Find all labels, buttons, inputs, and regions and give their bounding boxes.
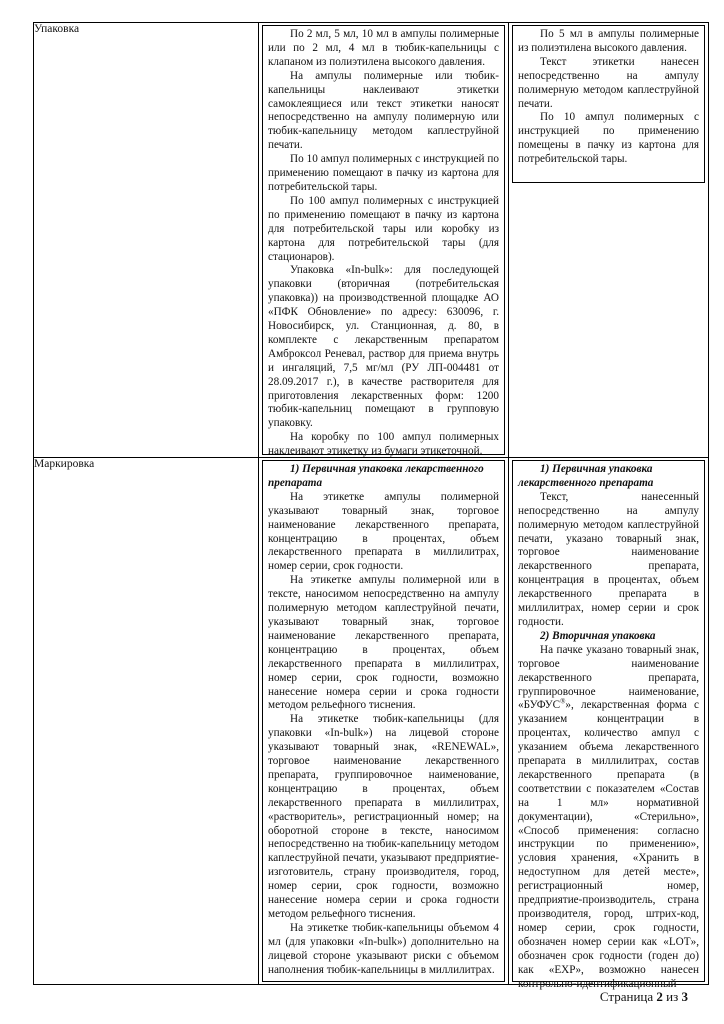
paragraph: Упаковка «In-bulk»: для последующей упаковки (вторичная (потребительская упаковка)) на производственной площадке АО «ПФК Обновление» по адресу: 630096, г. Новосибирск, ул. Станционная, д. 80, в комплекте с лекарственным препаратом Амброксол Реневал, раствор для приема внутрь и ингаляций, 7,5 мг/мл (РУ ЛП-004481 от 28.09.2017 г.), в качестве растворителя для приготовления лекарственных форм: 1200 тюбик-капельниц помещают в групповую упаковку. [268, 264, 499, 430]
text-fragment: », лекарственная форма с указанием концентрации в процентах, количество ампул с указанием объема лекарственного препарата в миллилитрах, состав лекарственного препарата (в соответствии с показателем «Состав на 1 мл» нормативной документации), «Стерильно», «Способ применения: согласно инструкции по применению», условия хранения, «Хранить в недоступном для детей месте», регистрационный номер, предприятие-производитель, страна производителя, город, штрих-код, номер серии, срок годности, обозначен номер серии как «LOT», обозначен срок годности (годен до) как «EXP», возможно нанесен контрольно-идентификационный [518, 699, 699, 990]
page-label: Страница [599, 989, 657, 1004]
packaging-actual-text [512, 25, 705, 183]
section-heading: 1) Первичная упаковка лекарственного препарата [268, 463, 484, 489]
paragraph: По 2 мл, 5 мл, 10 мл в ампулы полимерные или по 2 мл, 4 мл в тюбик-капельницы с клапаном из полиэтилена высокого давления. [268, 28, 499, 68]
packaging-registered-text [262, 25, 505, 458]
paragraph: На этикетке тюбик-капельницы объемом 4 мл (для упаковки «In-bulk») дополнительно на лицевой стороне указывают риски с объемом наполнения тюбик-капельницы в миллилитрах. [268, 921, 499, 976]
packaging-registered-cell [259, 23, 509, 458]
table-row-packaging [34, 23, 709, 458]
registered-mark: ® [560, 697, 566, 706]
paragraph: По 10 ампул полимерных с инструкцией по применению помещены в пачку из картона для потребительской тары. [518, 111, 699, 166]
document-table [33, 22, 709, 990]
paragraph: Текст этикетки нанесен непосредственно на ампулу полимерную методом каплеструйной печати. [518, 55, 699, 110]
marking-actual-cell [509, 458, 709, 990]
row-label-marking: Маркировка [34, 458, 259, 985]
table-row-marking [34, 458, 709, 985]
paragraph: По 5 мл в ампулы полимерные из полиэтилена высокого давления. [518, 28, 699, 54]
marking-registered-cell [259, 458, 509, 985]
page-footer [600, 989, 688, 1005]
page-separator: из [662, 989, 682, 1004]
page-total: 3 [681, 989, 688, 1004]
packaging-actual-cell [509, 23, 709, 458]
paragraph: Текст, нанесенный непосредственно на ампулу полимерную методом каплеструйной печати, указано товарный знак, торговое наименование лекарственного препарата, концентрация в процентах, объем лекарственного препарата в миллилитрах, номер серии и срок годности. [518, 490, 699, 628]
section-heading: 1) Первичная упаковка лекарственного препарата [518, 463, 654, 489]
paragraph: На коробку по 100 ампул полимерных наклеивают этикетку из бумаги этикеточной. [268, 431, 499, 458]
marking-registered-text [262, 460, 505, 982]
paragraph: По 100 ампул полимерных с инструкцией по применению помещают в пачку из картона для потребительской тары или коробку из картона для потребительской тары (для стационаров). [268, 194, 499, 263]
paragraph: По 10 ампул полимерных с инструкцией по применению помещают в пачку из картона для потребительской тары. [268, 153, 499, 193]
paragraph: На этикетке ампулы полимерной указывают товарный знак, торговое наименование лекарственного препарата, концентрацию в процентах, объем лекарственного препарата в миллилитрах, номер серии, срок годности. [268, 490, 499, 573]
paragraph: На этикетке ампулы полимерной или в тексте, наносимом непосредственно на ампулу полимерную методом каплеструйной печати, указывают товарный знак, торговое наименование лекарственного препарата, концентрацию в процентах, объем лекарственного препарата в миллилитрах, номер серии, срок годности, возможно нанесение номера серии и срока годности методом рельефного тиснения. [268, 574, 499, 712]
paragraph: На ампулы полимерные или тюбик-капельницы наклеивают этикетки самоклеящиеся или текст этикетки наносят непосредственно на ампулу полимерную или тюбик-капельницу методом каплеструйной печати. [268, 69, 499, 152]
paragraph: На этикетке тюбик-капельницы (для упаковки «In-bulk») на лицевой стороне указывают товарный знак, «RENEWAL», торговое наименование лекарственного препарата, группировочное наименование, концентрацию в процентах, объем лекарственного препарата в миллилитрах, «растворитель», регистрационный номер; на оборотной стороне в тексте, наносимом непосредственно на тюбик-капельницу методом каплеструйной печати, указывают предприятие-изготовитель, страну производителя, город, номер серии, срок годности, возможно нанесение номера серии и срока годности методом рельефного тиснения. [268, 713, 499, 920]
row-label-packaging: Упаковка [34, 23, 259, 458]
marking-actual-text [512, 460, 705, 990]
text-fragment: На пачке указано товарный знак, торговое наименование лекарственного препарата, группировочное наименование, «БУФУС [518, 643, 699, 712]
paragraph [518, 644, 699, 992]
page-number: 2 [656, 989, 663, 1004]
section-heading: 2) Вторичная упаковка [540, 629, 656, 642]
